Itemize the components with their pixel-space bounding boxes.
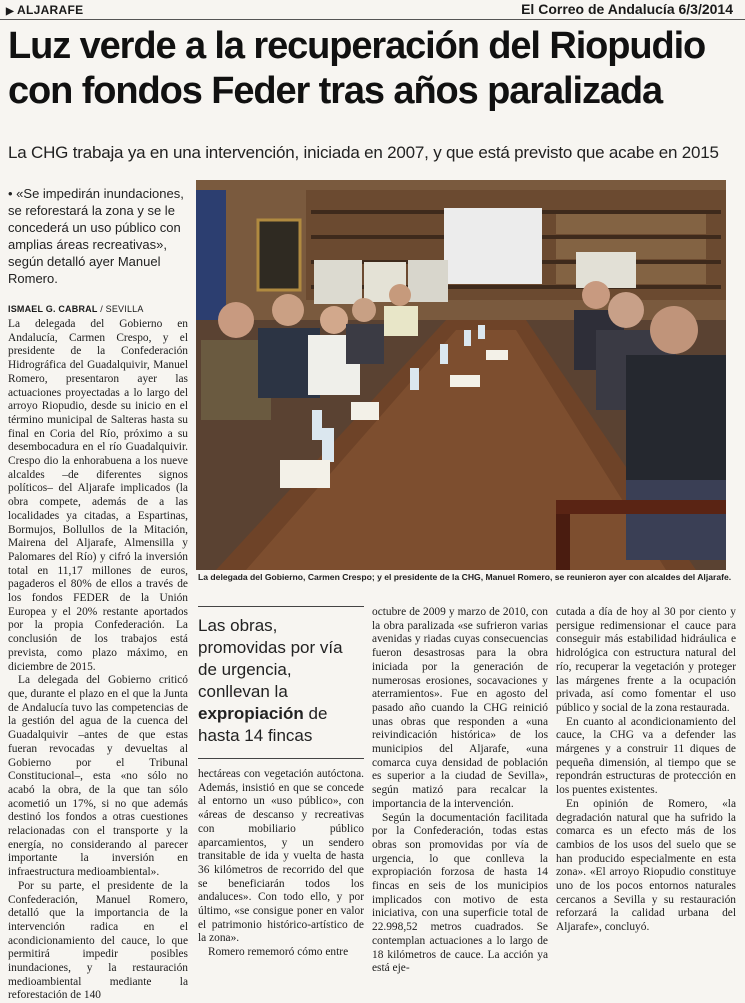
highlight-quote: • «Se impedirán inundaciones, se reforestará la zona y se le concederá un uso público con amplias áreas recreativas», según detalló ayer Manuel Romero. — [8, 186, 184, 286]
headline: Luz verde a la recuperación del Riopudio con fondos Feder tras años paralizada — [8, 25, 706, 112]
body-column-1 — [8, 318, 188, 1003]
section-label: ▶ ALJARAFE — [6, 3, 84, 17]
paragraph: La delegada del Gobierno en Andalucía, Carmen Crespo, y el presidente de la Confederación Hidrográfica del Guadalquivir, Manuel Romero, presentaron ayer las actuaciones proyectadas a lo largo del arroyo Riopudio, desde su inicio en el término municipal de Salteras hasta su final en Coria del Río, próximo a su desembocadura en el río Guadalquivir. Crespo dio la enhorabuena a los nueve alcaldes –de diferentes signos políticos– del Aljarafe implicados (la obra compete, además de a las localidades ya citadas, a Espartinas, Bormujos, Bollullos de la Mitación, Mairena del Aljarafe, Almensilla y Palomares del Río) y cifró la inversión total en 11,17 millones de euros, pagaderos el 80% de ellos a través de los fondos FEDER de la Unión Europea y el 20% restante aportados por la propia Confederación. La conclusión de los trabajos está prevista, como plazo máximo, en diciembre de 2015. — [8, 318, 188, 673]
pull-quote-emphasis: expropiación — [198, 704, 304, 723]
header-rule — [0, 19, 745, 20]
meeting-photo — [196, 180, 726, 570]
byline-city: / SEVILLA — [97, 304, 144, 314]
body-column-3 — [372, 606, 548, 976]
masthead-date: El Correo de Andalucía 6/3/2014 — [521, 1, 733, 17]
paragraph: En cuanto al acondicionamiento del cauce, la CHG va a defender las márgenes y a construir 11 diques de pequeña dimensión, al tiempo que se repondrán estructuras de protección en los puentes existentes. — [556, 715, 736, 797]
paragraph: cutada a día de hoy al 30 por ciento y persigue redimensionar el cauce para conseguir más estabilidad hidráulica e hidrológica con estructura natural del río, recuperar la vegetación y proteger las márgenes frente a la ocupación privada, así como fomentar el uso público y social de la zona restaurada. — [556, 606, 736, 714]
byline — [8, 304, 188, 314]
paragraph: En opinión de Romero, «la degradación natural que ha sufrido la comarca es un efecto más de los cambios de los usos del suelo que se han producido especialmente en esta zona». «El arroyo Riopudio constituye uno de los pocos entornos naturales cercanos a Sevilla y su restauración reforzará la calidad urbana del Aljarafe», concluyó. — [556, 797, 736, 934]
paragraph: Según la documentación facilitada por la Confederación, todas estas obras son promovidas por vía de urgencia, lo que conlleva la expropiación forzosa de hasta 14 fincas en seis de los municipios implicados con motivo de esta iniciativa, con una superficie total de 22.998,52 metros cuadrados. Se contemplan actuaciones a lo largo de 18 kilómetros de cauce. La acción ya está eje- — [372, 811, 548, 975]
paragraph: octubre de 2009 y marzo de 2010, con la obra paralizada «se sufrieron varias avenidas y riadas cuyas consecuencias fueron desastrosas para la obra iniciada por la generación de numerosas erosiones, socavaciones y aterramientos». Fue en agosto del pasado año cuando la CHG reinició unas obras que responden a «una reivindicación histórica» de los municipios del Aljarafe, «una comarca cuya densidad de población es superior a la ciudad de Sevilla», según matizó para recalcar la importancia de la intervención. — [372, 606, 548, 810]
pull-quote-text: Las obras, promovidas por vía de urgencia, conllevan la — [198, 616, 343, 701]
pull-quote-rule-top — [198, 606, 364, 607]
paragraph: Por su parte, el presidente de la Confederación, Manuel Romero, detalló que la importancia de la intervención radica en el acondicionamiento del cauce, lo que permitirá impedir posibles inundaciones, y la restauración medioambiental mediante la reforestación de 140 — [8, 879, 188, 1002]
photo-illustration — [196, 180, 726, 570]
body-column-2 — [198, 768, 364, 960]
pull-quote — [198, 615, 364, 747]
pull-quote-rule-bottom — [198, 758, 364, 759]
paragraph: hectáreas con vegetación autóctona. Además, insistió en que se concede al entorno un «uso público», con «áreas de descanso y recreativas con mobiliario público aparcamientos, y un sendero transitable de ida y vuelta de hasta 36 kilómetros de recorrido del que se beneficiarán todos los andaluces». Con todo ello, y por último, «se consigue poner en valor el patrimonio histórico-artístico de la zona». — [198, 768, 364, 945]
subheadline: La CHG trabaja ya en una intervención, iniciada en 2007, y que está previsto que acabe en 2015 — [8, 143, 719, 162]
section-triangle-icon: ▶ — [6, 6, 14, 17]
photo-caption: La delegada del Gobierno, Carmen Crespo; y el presidente de la CHG, Manuel Romero, se reunieron ayer con alcaldes del Aljarafe. — [198, 572, 732, 582]
pull-quote-text-end: de hasta 14 fincas — [198, 704, 328, 745]
byline-author: ISMAEL G. CABRAL — [8, 304, 98, 314]
paragraph: La delegada del Gobierno criticó que, durante el plazo en el que la Junta de Andalucía tuvo las competencias de la gestión del agua de la cuenca del Guadalquivir –antes de que estas fueran revocadas y devueltas al Gobierno por el Tribunal Constitucional–, esta «no sólo no acabó la obra, de la que tan sólo acometió un 17%, si no que además destinó los fondos a otras cuestiones relacionadas con el transporte y la energía, no considerando al parecer importante la inversión en infraestructura medioambiental». — [8, 674, 188, 879]
paragraph: Romero rememoró cómo entre — [208, 946, 349, 959]
body-column-4 — [556, 606, 736, 935]
